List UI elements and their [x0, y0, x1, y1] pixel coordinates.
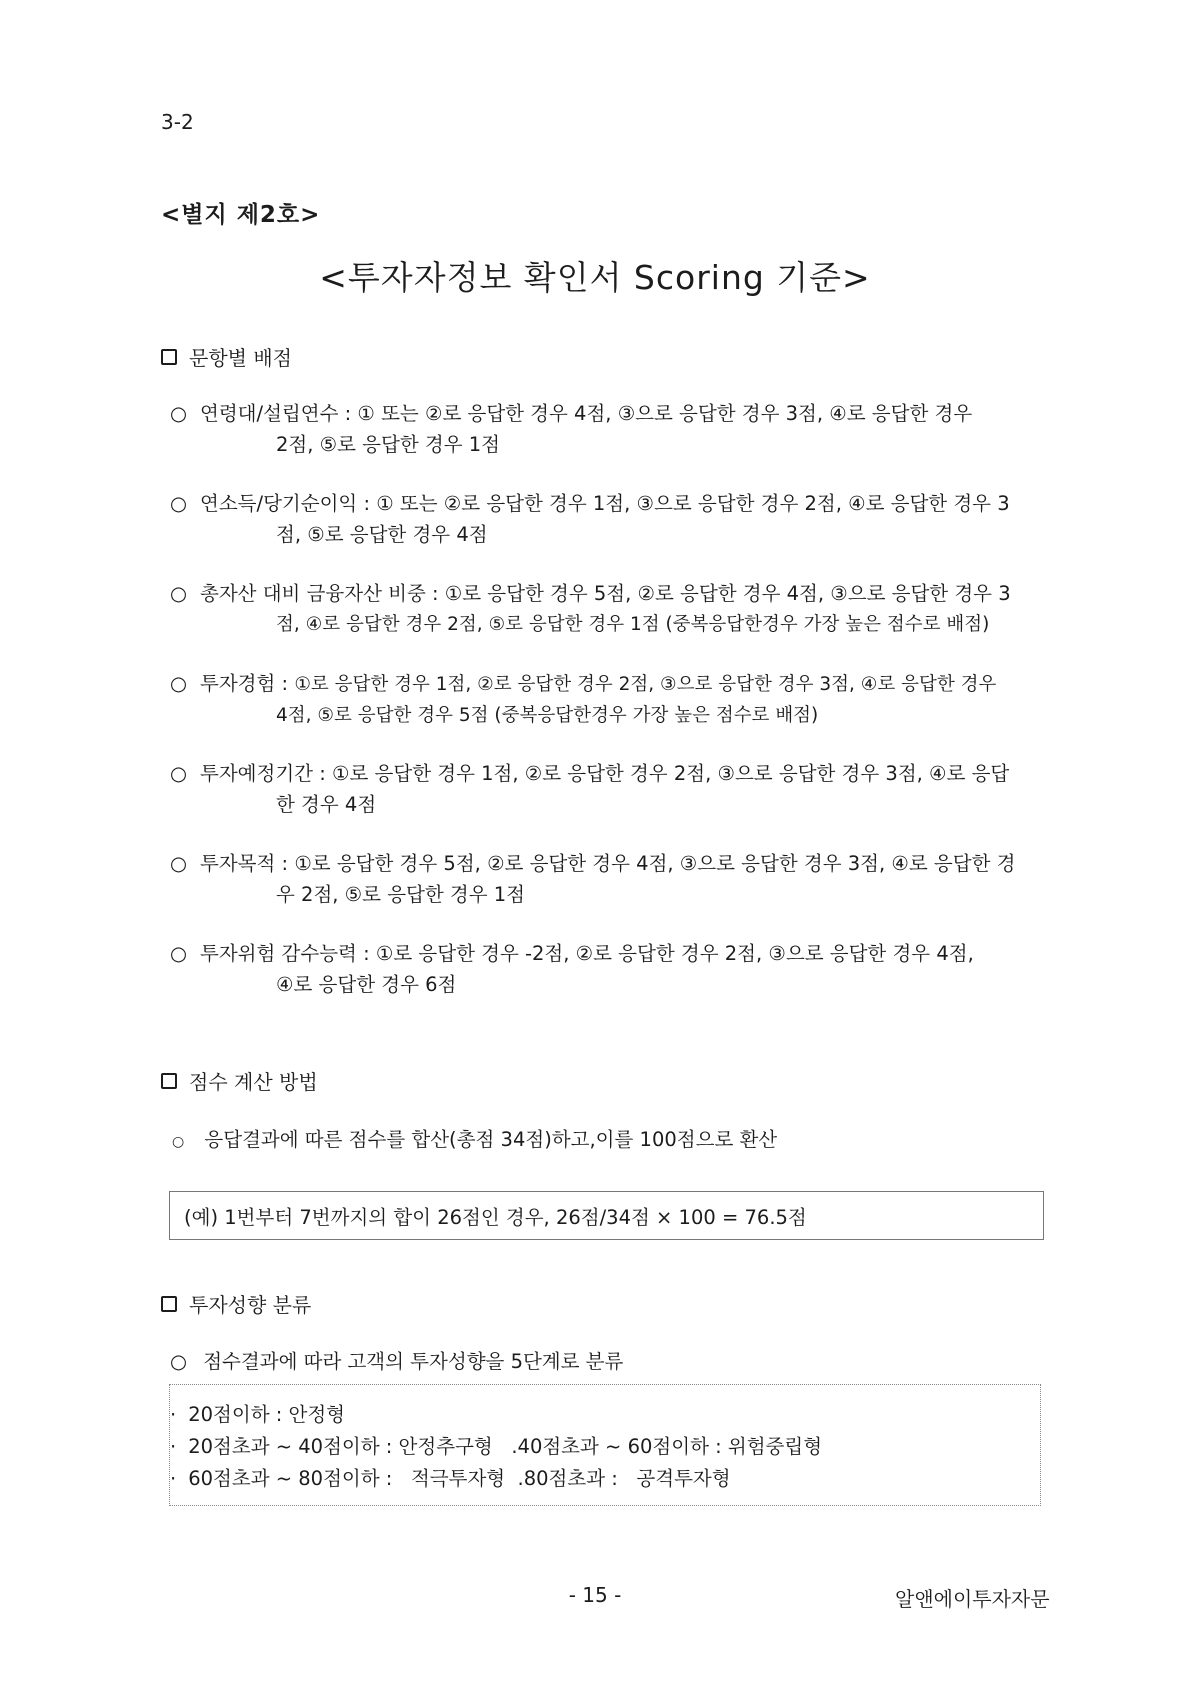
- classification-line: [170, 1463, 731, 1491]
- company-name: 알앤에이투자자문: [895, 1587, 1050, 1611]
- item-text-line1: ① 또는 ②로 응답한 경우 4점, ③으로 응답한 경우 3점, ④로 응답한 경우: [357, 402, 973, 425]
- circle-bullet-icon: ○: [170, 582, 188, 605]
- section-heading-classification: [161, 1289, 311, 1318]
- item-text-line2: 4점, ⑤로 응답한 경우 5점 (중복응답한경우 가장 높은 점수로 배점): [276, 705, 819, 726]
- item-label: 연령대/설립연수 :: [200, 402, 352, 425]
- scoring-item: [170, 848, 1070, 910]
- scoring-item: [170, 668, 1070, 731]
- item-label: 투자예정기간 :: [200, 762, 326, 785]
- item-text-line2: 우 2점, ⑤로 응답한 경우 1점: [276, 883, 526, 906]
- section-heading-scoring: [161, 342, 292, 371]
- scoring-item: [170, 938, 1070, 1000]
- scoring-item: [170, 578, 1070, 640]
- calculation-text: 응답결과에 따른 점수를 합산(총점 34점)하고,이를 100점으로 환산: [204, 1128, 778, 1151]
- classification-line: [170, 1431, 822, 1459]
- square-bullet-icon: [161, 1296, 177, 1312]
- circle-bullet-icon: ○: [170, 942, 188, 965]
- item-text-line1: ① 또는 ②로 응답한 경우 1점, ③으로 응답한 경우 2점, ④로 응답한 경우 3: [376, 492, 1010, 515]
- item-text-line2: 점, ⑤로 응답한 경우 4점: [276, 523, 488, 546]
- circle-bullet-icon: ○: [170, 672, 188, 695]
- item-text-line2: 2점, ⑤로 응답한 경우 1점: [276, 433, 500, 456]
- item-text-line1: ①로 응답한 경우 1점, ②로 응답한 경우 2점, ③으로 응답한 경우 3점, ④로 응답: [332, 762, 1010, 785]
- classification-text: 점수결과에 따라 고객의 투자성향을 5단계로 분류: [203, 1350, 624, 1373]
- classification-box: [169, 1384, 1041, 1506]
- item-text-line1: ①로 응답한 경우 5점, ②로 응답한 경우 4점, ③으로 응답한 경우 3: [444, 582, 1011, 605]
- classification-line: [170, 1399, 345, 1427]
- item-text-line1: ①로 응답한 경우 -2점, ②로 응답한 경우 2점, ③으로 응답한 경우 4점,: [375, 942, 974, 965]
- item-text-line1: ①로 응답한 경우 1점, ②로 응답한 경우 2점, ③으로 응답한 경우 3점, ④로 응답한 경우: [294, 674, 997, 695]
- classification-line-text: 60점초과 ~ 80점이하 : 적극투자형 .80점초과 : 공격투자형: [188, 1467, 731, 1490]
- circle-bullet-icon: ○: [170, 402, 188, 425]
- section-heading-calculation: [161, 1066, 318, 1095]
- item-label: 연소득/당기순이익 :: [200, 492, 371, 515]
- section-heading-text: 문항별 배점: [189, 346, 292, 370]
- example-text: (예) 1번부터 7번까지의 합이 26점인 경우, 26점/34점 × 100 = 76.5점: [184, 1205, 807, 1229]
- document-title: <투자자정보 확인서 Scoring 기준>: [319, 258, 871, 297]
- classification-item: [170, 1346, 623, 1374]
- item-text-line2: 점, ④로 응답한 경우 2점, ⑤로 응답한 경우 1점 (중복응답한경우 가장 높은 점수로 배점): [276, 614, 990, 635]
- section-heading-text: 점수 계산 방법: [189, 1070, 318, 1094]
- classification-line-text: 20점초과 ~ 40점이하 : 안정추구형 .40점초과 ~ 60점이하 : 위험중립형: [188, 1435, 823, 1458]
- item-label: 투자위험 감수능력 :: [200, 942, 370, 965]
- item-label: 투자목적 :: [200, 852, 289, 875]
- square-bullet-icon: [161, 349, 177, 365]
- square-bullet-icon: [161, 1073, 177, 1089]
- example-box: [169, 1191, 1044, 1240]
- item-label: 투자경험 :: [200, 672, 289, 695]
- item-text-line2: ④로 응답한 경우 6점: [276, 973, 457, 996]
- dot-bullet-icon: ·: [170, 1467, 177, 1490]
- item-text-line2: 한 경우 4점: [276, 793, 377, 816]
- circle-bullet-icon: ○: [170, 1350, 188, 1373]
- calculation-item: [172, 1124, 777, 1152]
- small-circle-bullet-icon: ○: [172, 1134, 185, 1150]
- scoring-item: [170, 758, 1070, 820]
- section-heading-text: 투자성향 분류: [189, 1293, 312, 1317]
- scoring-item: [170, 488, 1070, 550]
- circle-bullet-icon: ○: [170, 492, 188, 515]
- item-label: 총자산 대비 금융자산 비중 :: [200, 582, 439, 605]
- page-number: - 15 -: [568, 1583, 622, 1607]
- attachment-label: <별지 제2호>: [161, 202, 321, 228]
- page-code: 3-2: [161, 110, 194, 134]
- circle-bullet-icon: ○: [170, 762, 188, 785]
- scoring-item: [170, 398, 1070, 460]
- dot-bullet-icon: ·: [170, 1403, 177, 1426]
- dot-bullet-icon: ·: [170, 1435, 177, 1458]
- item-text-line1: ①로 응답한 경우 5점, ②로 응답한 경우 4점, ③으로 응답한 경우 3점, ④로 응답한 경: [294, 852, 1016, 875]
- circle-bullet-icon: ○: [170, 852, 188, 875]
- classification-line-text: 20점이하 : 안정형: [188, 1403, 346, 1426]
